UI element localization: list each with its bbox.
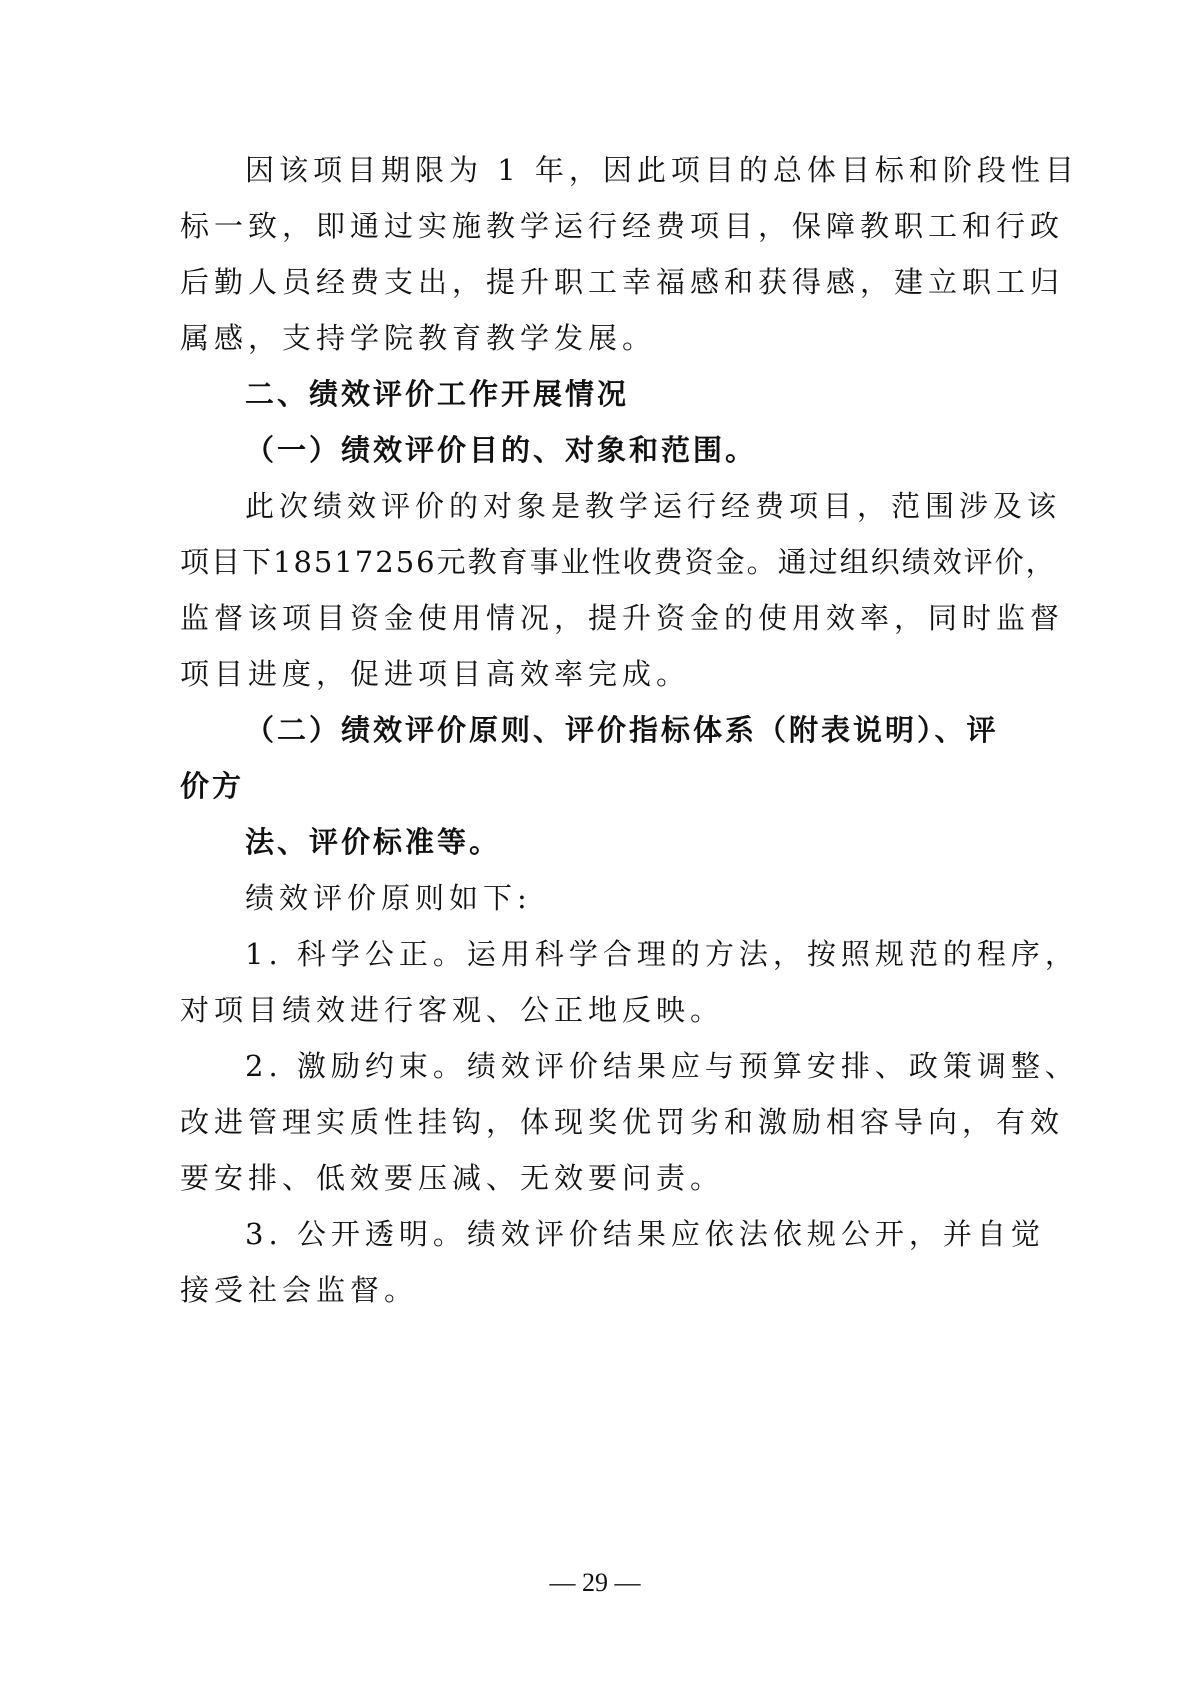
- paragraph-line: 绩效评价原则如下:: [245, 881, 532, 915]
- paragraph-line: 属感，支持学院教育教学发展。: [180, 321, 657, 355]
- page-number: — 29 —: [549, 1568, 641, 1597]
- list-item-line: 要安排、低效要压减、无效要问责。: [180, 1161, 725, 1195]
- subsection-heading: （一）绩效评价目的、对象和范围。: [245, 433, 758, 467]
- paragraph-line: 后勤人员经费支出，提升职工幸福感和获得感，建立职工归: [180, 265, 1065, 299]
- list-item-line: 3. 公开透明。绩效评价结果应依法依规公开，并自觉: [245, 1217, 1045, 1251]
- paragraph-line: 项目进度，促进项目高效率完成。: [180, 657, 691, 691]
- subsection-heading-continuation: 价方: [180, 769, 245, 803]
- section-heading: 二、绩效评价工作开展情况: [245, 377, 630, 411]
- list-item-line: 1. 科学公正。运用科学合理的方法，按照规范的程序，: [245, 937, 1079, 971]
- subsection-heading: （二）绩效评价原则、评价指标体系（附表说明）、评: [245, 713, 999, 747]
- paragraph-line: 项目下18517256元教育事业性收费资金。通过组织绩效评价，: [180, 545, 1057, 579]
- list-item-line: 接受社会监督。: [180, 1273, 419, 1307]
- subsection-heading-continuation: 法、评价标准等。: [245, 825, 502, 859]
- paragraph-line: 标一致，即通过实施教学运行经费项目，保障教职工和行政: [180, 209, 1065, 243]
- paragraph-line: 此次绩效评价的对象是教学运行经费项目，范围涉及该: [245, 489, 1062, 523]
- paragraph-line: 监督该项目资金使用情况，提升资金的使用效率，同时监督: [180, 601, 1065, 635]
- list-item-line: 对项目绩效进行客观、公正地反映。: [180, 993, 725, 1027]
- paragraph-line: 因该项目期限为 1 年，因此项目的总体目标和阶段性目: [245, 153, 1079, 187]
- list-item-line: 改进管理实质性挂钩，体现奖优罚劣和激励相容导向，有效: [180, 1105, 1065, 1139]
- list-item-line: 2. 激励约束。绩效评价结果应与预算安排、政策调整、: [245, 1049, 1079, 1083]
